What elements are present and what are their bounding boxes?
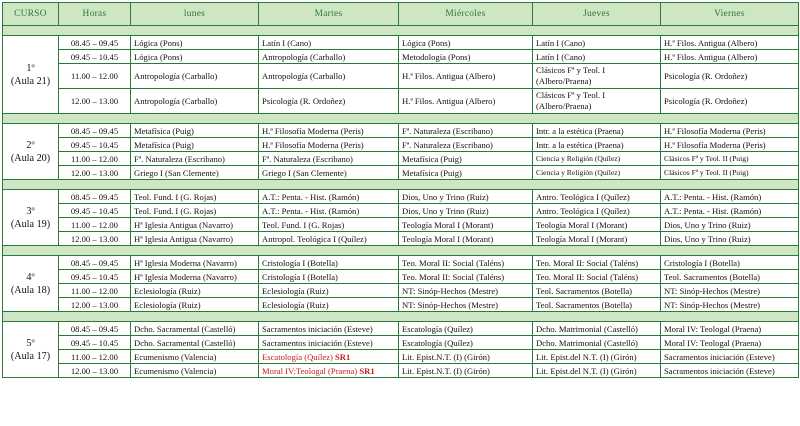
class-cell: Hª Iglesia Antigua (Navarro) [131, 232, 259, 246]
table-row [3, 50, 799, 64]
class-cell: Eclesiología (Ruiz) [131, 284, 259, 298]
table-row [3, 270, 799, 284]
hour-cell: 09.45 – 10.45 [59, 50, 131, 64]
table-row [3, 152, 799, 166]
class-cell: Hª Iglesia Antigua (Navarro) [131, 218, 259, 232]
class-cell: Moral IV: Teologal (Praena) [661, 336, 799, 350]
class-cell: Sacramentos iniciación (Esteve) [259, 322, 399, 336]
course-label: 1º [26, 62, 35, 74]
class-cell: Teología Moral I (Morant) [533, 218, 661, 232]
class-cell: A.T.: Penta. - Hist. (Ramón) [259, 204, 399, 218]
table-row [3, 350, 799, 364]
hour-cell: 08.45 – 09.45 [59, 322, 131, 336]
class-cell: Psicología (R. Ordoñez) [661, 64, 799, 89]
class-cell: Lit. Epist.del N.T. (I) (Girón) [533, 350, 661, 364]
class-cell: Dcho. Matrimonial (Castelló) [533, 322, 661, 336]
hour-cell: 12.00 – 13.00 [59, 89, 131, 114]
class-cell: Eclesiología (Ruiz) [131, 298, 259, 312]
class-cell: Eclesiología (Ruiz) [259, 284, 399, 298]
class-cell: Antropología (Carballo) [259, 50, 399, 64]
table-row [3, 124, 799, 138]
class-cell: Metafísica (Puig) [131, 124, 259, 138]
class-cell: Antropología (Carballo) [131, 64, 259, 89]
class-cell: Fª. Naturaleza (Escribano) [131, 152, 259, 166]
col-header-lunes: lunes [131, 3, 259, 26]
class-cell: Lit. Epist.N.T. (I) (Girón) [399, 364, 533, 378]
hour-cell: 08.45 – 09.45 [59, 36, 131, 50]
group-spacer [3, 246, 799, 256]
col-header-jueves: Jueves [533, 3, 661, 26]
class-cell: Antro. Teológica I (Quílez) [533, 190, 661, 204]
class-label: Escatología (Quílez) [262, 351, 333, 362]
class-cell: Cristología I (Botella) [259, 270, 399, 284]
class-cell: Metodología (Pons) [399, 50, 533, 64]
table-row [3, 364, 799, 378]
class-cell: Dcho. Sacramental (Castelló) [131, 336, 259, 350]
room-tag: SR1 [335, 351, 351, 362]
hour-cell: 08.45 – 09.45 [59, 190, 131, 204]
class-cell: NT: Sinóp-Hechos (Mestre) [399, 284, 533, 298]
class-cell: Teol. Fund. I (G. Rojas) [131, 190, 259, 204]
class-cell: Teología Moral I (Morant) [399, 232, 533, 246]
hour-cell: 08.45 – 09.45 [59, 124, 131, 138]
class-cell: Teo. Moral II: Social (Taléns) [399, 270, 533, 284]
aula-label: (Aula 20) [10, 152, 51, 164]
class-cell: Antropol. Teológica I (Quílez) [259, 232, 399, 246]
class-cell: Lit. Epist.N.T. (I) (Girón) [399, 350, 533, 364]
hour-cell: 11.00 – 12.00 [59, 218, 131, 232]
course-cell [3, 322, 59, 378]
schedule-table [2, 2, 799, 378]
class-cell: H.ª Filos. Antigua (Albero) [661, 36, 799, 50]
course-cell [3, 190, 59, 246]
table-row [3, 36, 799, 50]
class-cell: Intr. a la estética (Praena) [533, 138, 661, 152]
col-header-horas: Horas [59, 3, 131, 26]
class-cell: Clásicos Fª y Teol. II (Puig) [661, 152, 799, 166]
course-label: 2º [26, 139, 35, 151]
class-cell: Metafísica (Puig) [131, 138, 259, 152]
class-cell: Dcho. Matrimonial (Castelló) [533, 336, 661, 350]
header-row [3, 3, 799, 26]
course-cell [3, 36, 59, 114]
class-cell: Teol. Sacramentos (Botella) [533, 284, 661, 298]
class-cell: Latín I (Cano) [533, 36, 661, 50]
class-cell: Intr. a la estética (Praena) [533, 124, 661, 138]
class-cell: Teol. Sacramentos (Botella) [533, 298, 661, 312]
table-row [3, 322, 799, 336]
class-cell: Ecumenismo (Valencia) [131, 364, 259, 378]
class-cell: Cristología I (Botella) [661, 256, 799, 270]
hour-cell: 11.00 – 12.00 [59, 64, 131, 89]
class-cell: Antro. Teológica I (Quílez) [533, 204, 661, 218]
group-spacer [3, 312, 799, 322]
hour-cell: 09.45 – 10.45 [59, 138, 131, 152]
aula-label: (Aula 18) [10, 284, 51, 296]
col-header-curso: CURSO [3, 3, 59, 26]
class-cell: Psicología (R. Ordoñez) [259, 89, 399, 114]
course-label: 3º [26, 205, 35, 217]
hour-cell: 09.45 – 10.45 [59, 270, 131, 284]
class-cell: Lógica (Pons) [131, 50, 259, 64]
course-label: 4º [26, 271, 35, 283]
course-cell [3, 124, 59, 180]
class-cell: Escatología (Quílez) [399, 322, 533, 336]
col-header-martes: Martes [259, 3, 399, 26]
table-row [3, 166, 799, 180]
group-spacer [3, 180, 799, 190]
class-cell: Sacramentos iniciación (Esteve) [661, 350, 799, 364]
class-cell: Teol. Fund. I (G. Rojas) [131, 204, 259, 218]
class-cell-highlight [259, 364, 399, 378]
class-cell: Fª. Naturaleza (Escribano) [399, 124, 533, 138]
class-cell: NT: Sinóp-Hechos (Mestre) [661, 298, 799, 312]
aula-label: (Aula 21) [10, 75, 51, 87]
class-cell: Metafísica (Puig) [399, 152, 533, 166]
class-cell: Griego I (San Clemente) [259, 166, 399, 180]
class-cell: Teo. Moral II: Social (Taléns) [533, 270, 661, 284]
class-cell: Moral IV: Teologal (Praena) [661, 322, 799, 336]
class-cell: Teología Moral I (Morant) [533, 232, 661, 246]
class-cell: H.ª Filosofía Moderna (Peris) [661, 138, 799, 152]
class-cell: H.ª Filosofía Moderna (Peris) [259, 124, 399, 138]
class-cell: A.T.: Penta. - Hist. (Ramón) [259, 190, 399, 204]
class-cell: Cristología I (Botella) [259, 256, 399, 270]
table-row [3, 138, 799, 152]
class-cell: Dcho. Sacramental (Castelló) [131, 322, 259, 336]
class-cell: H.ª Filosofía Moderna (Peris) [661, 124, 799, 138]
class-cell: Clásicos Fª y Teol. I (Albero/Praena) [533, 64, 661, 89]
class-cell: Eclesiología (Ruiz) [259, 298, 399, 312]
class-cell: Fª. Naturaleza (Escribano) [259, 152, 399, 166]
table-row [3, 232, 799, 246]
hour-cell: 11.00 – 12.00 [59, 152, 131, 166]
class-cell: Dios, Uno y Trino (Ruiz) [399, 204, 533, 218]
table-row [3, 89, 799, 114]
class-cell: Griego I (San Clemente) [131, 166, 259, 180]
aula-label: (Aula 19) [10, 218, 51, 230]
class-cell: H.ª Filos. Antigua (Albero) [399, 89, 533, 114]
table-row [3, 336, 799, 350]
class-cell: Clásicos Fª y Teol. I (Albero/Praena) [533, 89, 661, 114]
hour-cell: 12.00 – 13.00 [59, 298, 131, 312]
aula-label: (Aula 17) [10, 350, 51, 362]
table-row [3, 284, 799, 298]
class-cell: Sacramentos iniciación (Esteve) [259, 336, 399, 350]
hour-cell: 12.00 – 13.00 [59, 364, 131, 378]
col-header-viernes: Viernes [661, 3, 799, 26]
hour-cell: 12.00 – 13.00 [59, 166, 131, 180]
class-cell: Ecumenismo (Valencia) [131, 350, 259, 364]
group-spacer [3, 114, 799, 124]
col-header-miercoles: Miércoles [399, 3, 533, 26]
hour-cell: 09.45 – 10.45 [59, 336, 131, 350]
hour-cell: 12.00 – 13.00 [59, 232, 131, 246]
class-cell: Lógica (Pons) [399, 36, 533, 50]
class-cell: Ciencia y Religión (Quílez) [533, 152, 661, 166]
class-cell: Clásicos Fª y Teol. II (Puig) [661, 166, 799, 180]
class-cell: A.T.: Penta. - Hist. (Ramón) [661, 204, 799, 218]
class-cell: H.ª Filos. Antigua (Albero) [399, 64, 533, 89]
class-cell: Sacramentos iniciación (Esteve) [661, 364, 799, 378]
room-tag: SR1 [359, 365, 375, 376]
table-row [3, 256, 799, 270]
class-cell: H.ª Filos. Antigua (Albero) [661, 50, 799, 64]
class-cell: Fª. Naturaleza (Escribano) [399, 138, 533, 152]
class-cell: Ciencia y Religión (Quílez) [533, 166, 661, 180]
class-cell: Lógica (Pons) [131, 36, 259, 50]
class-cell: Latín I (Cano) [259, 36, 399, 50]
class-cell: Teol. Fund. I (G. Rojas) [259, 218, 399, 232]
class-cell: Teol. Sacramentos (Botella) [661, 270, 799, 284]
class-cell: Antropología (Carballo) [259, 64, 399, 89]
table-row [3, 204, 799, 218]
hour-cell: 11.00 – 12.00 [59, 350, 131, 364]
class-cell: Latín I (Cano) [533, 50, 661, 64]
class-cell-highlight [259, 350, 399, 364]
table-row [3, 298, 799, 312]
class-cell: Psicología (R. Ordoñez) [661, 89, 799, 114]
class-cell: Lit. Epist.del N.T. (I) (Girón) [533, 364, 661, 378]
hour-cell: 08.45 – 09.45 [59, 256, 131, 270]
class-cell: A.T.: Penta. - Hist. (Ramón) [661, 190, 799, 204]
class-cell: Teo. Moral II: Social (Taléns) [533, 256, 661, 270]
class-cell: Teo. Moral II: Social (Taléns) [399, 256, 533, 270]
table-row [3, 190, 799, 204]
course-label: 5º [26, 337, 35, 349]
class-cell: NT: Sinóp-Hechos (Mestre) [661, 284, 799, 298]
class-cell: H.ª Filosofía Moderna (Peris) [259, 138, 399, 152]
class-cell: Dios, Uno y Trino (Ruiz) [661, 218, 799, 232]
hour-cell: 09.45 – 10.45 [59, 204, 131, 218]
course-cell [3, 256, 59, 312]
class-label: Moral IV:Teologal (Praena) [262, 365, 358, 376]
hour-cell: 11.00 – 12.00 [59, 284, 131, 298]
class-cell: Teología Moral I (Morant) [399, 218, 533, 232]
group-spacer [3, 26, 799, 36]
class-cell: Hª Iglesia Moderna (Navarro) [131, 270, 259, 284]
class-cell: Antropología (Carballo) [131, 89, 259, 114]
table-row [3, 218, 799, 232]
class-cell: Metafísica (Puig) [399, 166, 533, 180]
class-cell: Escatología (Quílez) [399, 336, 533, 350]
class-cell: NT: Sinóp-Hechos (Mestre) [399, 298, 533, 312]
class-cell: Hª Iglesia Moderna (Navarro) [131, 256, 259, 270]
table-row [3, 64, 799, 89]
class-cell: Dios, Uno y Trino (Ruiz) [399, 190, 533, 204]
class-cell: Dios, Uno y Trino (Ruiz) [661, 232, 799, 246]
